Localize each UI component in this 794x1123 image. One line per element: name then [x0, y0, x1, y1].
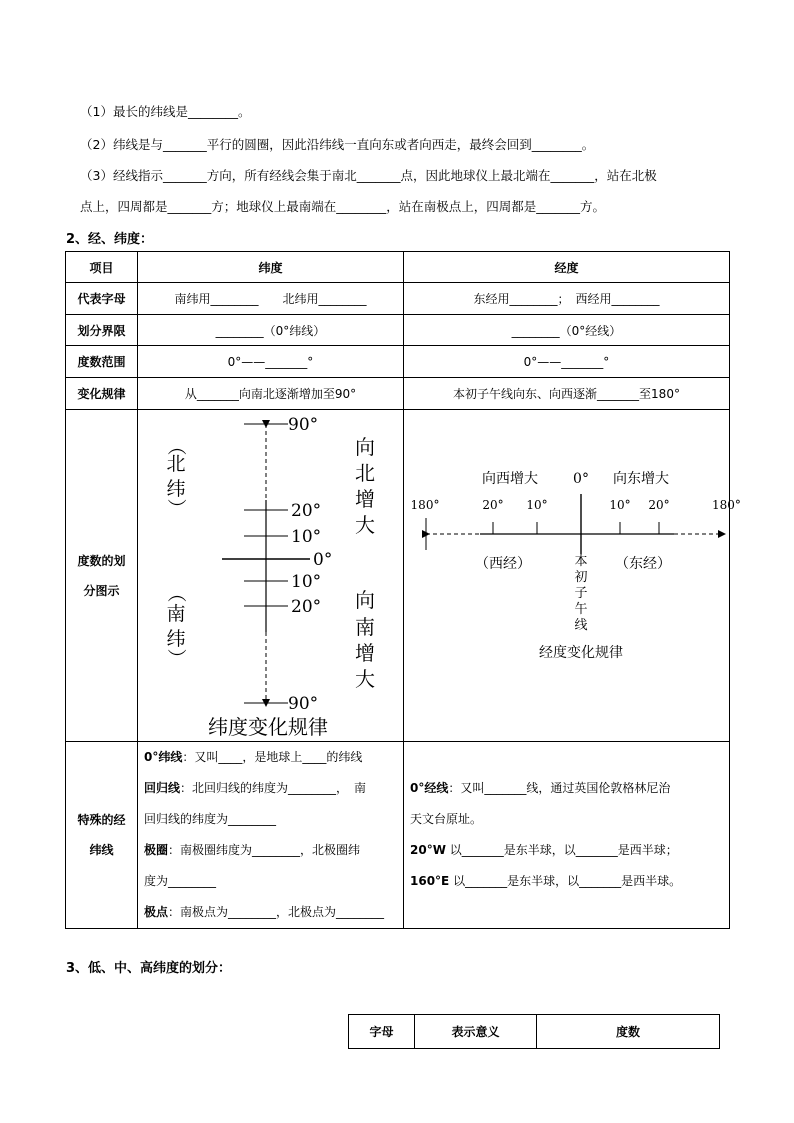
special-lat-line: 回归线的纬度为________	[144, 812, 277, 826]
south-latitude-label	[165, 583, 187, 667]
lat-boundary: ________（0°纬线）	[138, 315, 404, 346]
label-0-equator: 0°	[313, 550, 333, 570]
header-longitude: 经度	[404, 252, 730, 283]
svg-text:南: 南	[355, 615, 375, 639]
latitude-diagram-caption: 纬度变化规律	[208, 715, 328, 739]
svg-text:向: 向	[355, 435, 375, 459]
tick-label-180-east: 180°	[712, 498, 741, 512]
latitude-diagram	[138, 410, 404, 741]
special-latitude-lines	[138, 742, 404, 929]
diagram-label-line-2: 分图示	[83, 583, 120, 598]
special-lon-line: 160°E 以_______是东半球，以_______是西半球。	[410, 874, 682, 888]
diagram-label-line-1: 度数的划	[77, 553, 126, 568]
svg-text:）: ）	[165, 648, 187, 668]
special-lat-line: 度为________	[144, 874, 217, 888]
row-label-letter: 代表字母	[66, 283, 138, 315]
east-increase-label: 向东增大	[613, 471, 669, 487]
svg-text:大: 大	[355, 513, 375, 537]
lon-letter: 东经用________； 西经用________	[404, 283, 730, 315]
label-20-south: 20°	[291, 597, 322, 617]
section-2-heading: 2、经、纬度：	[66, 232, 154, 247]
svg-text:南: 南	[166, 603, 186, 625]
latitude-zone-table	[348, 1014, 720, 1049]
header-meaning: 表示意义	[415, 1015, 537, 1049]
lat-range: 0°——_______°	[138, 346, 404, 378]
header-item: 项目	[66, 252, 138, 283]
lon-rule: 本初子午线向东、向西逐渐_______至180°	[404, 378, 730, 410]
prime-meridian-label	[574, 553, 587, 633]
question-1: （1）最长的纬线是________。	[80, 104, 251, 119]
special-label-line-2: 纬线	[89, 843, 114, 857]
longitude-diagram-caption: 经度变化规律	[539, 645, 623, 661]
tick-label-180-west: 180°	[410, 498, 440, 512]
special-longitude-lines	[404, 742, 730, 929]
section-3-heading: 3、低、中、高纬度的划分：	[66, 961, 232, 976]
label-10-north: 10°	[291, 527, 322, 547]
row-label-special	[66, 742, 138, 929]
svg-text:大: 大	[355, 667, 375, 691]
longitude-diagram-cell	[404, 410, 741, 742]
tick-label-10-east: 10°	[609, 498, 631, 512]
svg-text:增: 增	[355, 487, 375, 511]
west-increase-label: 向西增大	[482, 471, 538, 487]
row-label-range: 度数范围	[66, 346, 138, 378]
lon-range: 0°——_______°	[404, 346, 730, 378]
svg-text:（: （	[165, 436, 187, 456]
svg-text:（: （	[165, 583, 187, 603]
special-label-line-1: 特殊的经	[77, 813, 126, 827]
latitude-diagram-cell	[138, 410, 404, 742]
svg-text:初: 初	[574, 570, 588, 585]
row-label-rule: 变化规律	[66, 378, 138, 410]
tick-label-20-east: 20°	[648, 498, 670, 512]
svg-text:纬: 纬	[166, 478, 186, 500]
question-2: （2）纬线是与_______平行的圆圈，因此沿纬线一直向东或者向西走，最终会回到________。	[80, 137, 595, 152]
special-lon-line: 0°经线：又叫_______线，通过英国伦敦格林尼治	[410, 781, 671, 795]
header-letter: 字母	[349, 1015, 415, 1049]
header-latitude: 纬度	[138, 252, 404, 283]
svg-text:）: ）	[165, 498, 187, 518]
svg-text:子: 子	[574, 586, 588, 601]
east-longitude-label: （东经）	[615, 556, 671, 572]
row-label-diagram	[66, 410, 138, 742]
lat-lon-table	[65, 251, 741, 929]
svg-text:纬: 纬	[166, 628, 186, 650]
row-label-boundary: 划分界限	[66, 315, 138, 346]
special-lat-line: 极圈：南极圈纬度为________，北极圈纬	[144, 843, 361, 857]
lon-boundary: ________（0°经线）	[404, 315, 730, 346]
svg-text:增: 增	[355, 641, 375, 665]
tick-label-20-west: 20°	[482, 498, 504, 512]
west-longitude-label: （西经）	[475, 556, 531, 572]
special-lat-line: 回归线：北回归线的纬度为________， 南	[144, 781, 367, 795]
label-90-south: 90°	[288, 694, 319, 714]
special-lat-line: 极点：南极点为________，北极点为________	[144, 905, 385, 919]
lat-letter: 南纬用________ 北纬用________	[138, 283, 404, 315]
svg-text:北: 北	[355, 461, 375, 485]
tick-label-10-west: 10°	[526, 498, 548, 512]
longitude-diagram	[404, 410, 741, 741]
special-lon-line: 20°W 以_______是东半球，以_______是西半球；	[410, 843, 678, 857]
zero-meridian-label: 0°	[573, 471, 589, 487]
special-lat-line: 0°纬线：又叫____，是地球上____的纬线	[144, 750, 363, 764]
svg-text:本: 本	[574, 554, 588, 569]
svg-text:线: 线	[574, 618, 588, 633]
south-increase-label	[355, 588, 375, 691]
north-latitude-label	[165, 436, 187, 517]
question-3-line-1: （3）经线指示_______方向，所有经线会集于南北_______点，因此地球仪上最北端在_______，站在北极	[80, 168, 657, 183]
label-20-north: 20°	[291, 501, 322, 521]
special-lon-line: 天文台原址。	[410, 812, 483, 826]
label-10-south: 10°	[291, 572, 322, 592]
question-3-line-2: 点上，四周都是_______方；地球仪上最南端在________，站在南极点上，四周都是_______方。	[80, 199, 606, 214]
svg-text:午: 午	[574, 602, 588, 617]
svg-text:向: 向	[355, 588, 375, 612]
header-degree: 度数	[537, 1015, 720, 1049]
lat-rule: 从_______向南北逐渐增加至90°	[138, 378, 404, 410]
north-increase-label	[355, 435, 375, 537]
svg-text:北: 北	[166, 453, 186, 475]
label-90-north: 90°	[288, 415, 319, 435]
